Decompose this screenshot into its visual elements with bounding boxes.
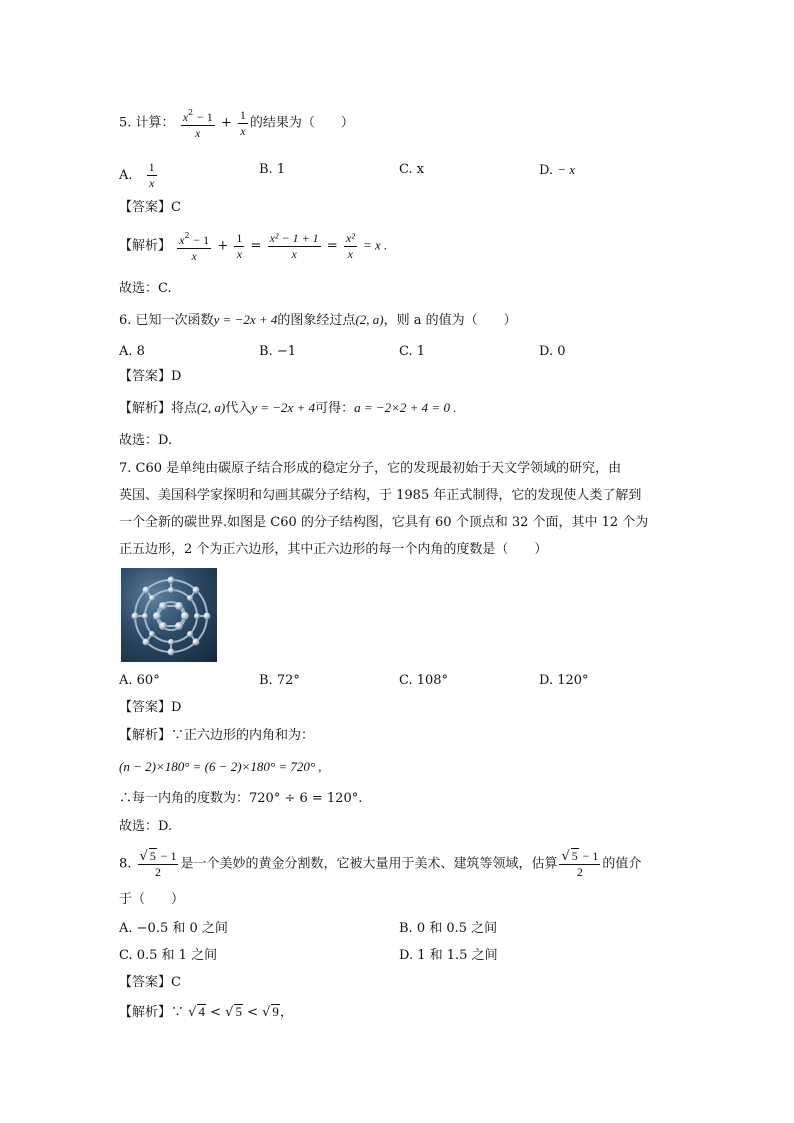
q7-option-d: D. 120°	[539, 673, 589, 688]
q5-prompt-suffix: 的结果为（ ）	[249, 115, 354, 131]
q5-prompt-prefix: 计算：	[135, 115, 175, 131]
q8-question-line-2: 于（ ）	[119, 892, 185, 907]
q7-option-b: B. 72°	[259, 673, 300, 688]
q5-answer: 【答案】C	[119, 200, 181, 215]
q5-fraction-1: $\frac{x^2 - 1}{x}$	[182, 108, 213, 140]
q5-option-c: C. x	[399, 162, 425, 177]
q6-question: 6. 已知一次函数y = −2x + 4的图象经过点(2, a)，则 a 的值为（ ）	[119, 312, 517, 328]
q8-question-line-1: 8. $\frac{√ 5 - 1}{2}$ 是一个美妙的黄金分割数，它被大量用于美术、建筑等领域，估算 $\frac{√ 5 - 1}{2}$ 的值介	[119, 849, 642, 879]
c60-molecule-image	[121, 568, 217, 662]
q5-conclusion: 故选：C.	[119, 281, 172, 296]
q7-conclusion: 故选：D.	[119, 819, 173, 834]
q7-option-c: C. 108°	[399, 673, 449, 688]
q8-option-b: B. 0 和 0.5 之间	[399, 921, 498, 936]
q7-analysis-line-2: (n − 2)×180° = (6 − 2)×180° = 720° ,	[119, 759, 322, 774]
q6-analysis: 【解析】将点(2, a)代入y = −2x + 4可得：a = −2×2 + 4 = 0 .	[119, 400, 457, 416]
q7-analysis-line-1: 【解析】∵正六边形的内角和为：	[119, 728, 315, 743]
q5-option-d: D. − x	[539, 162, 576, 178]
q8-answer: 【答案】C	[119, 975, 181, 990]
q6-answer: 【答案】D	[119, 369, 182, 384]
q6-option-d: D. 0	[539, 344, 566, 359]
q7-option-a: A. 60°	[119, 673, 160, 688]
q5-number: 5.	[119, 115, 132, 131]
q8-option-d: D. 1 和 1.5 之间	[399, 948, 498, 963]
q6-option-a: A. 8	[119, 344, 145, 359]
q6-option-b: B. −1	[259, 344, 296, 359]
c60-molecule-icon	[121, 568, 217, 662]
q7-question-line-3: 一个全新的碳世界.如图是 C60 的分子结构图，它具有 60 个顶点和 32 个面，其中 12 个为	[119, 515, 649, 530]
q5-analysis: 【解析】 $\frac{x^2 - 1}{x}$ + $\frac{1}{x}$ = $\frac{\text{x² − 1 + 1}}{x}$ = $\frac{\text{x²}}{x}$ = x .	[119, 230, 388, 263]
q7-question-line-4: 正五边形，2 个为正六边形，其中正六边形的每一个内角的度数是（ ）	[119, 542, 548, 557]
q8-analysis: 【解析】∵ √ 4 < √ 5 < √ 9，	[119, 1004, 293, 1020]
q7-question-line-1: 7. C60 是单纯由碳原子结合形成的稳定分子，它的发现最初始于天文学领域的研究，由	[119, 461, 622, 476]
q7-answer: 【答案】D	[119, 700, 182, 715]
q5-option-b: B. 1	[259, 162, 286, 177]
q7-question-line-2: 英国、美国科学家探明和勾画其碳分子结构，于 1985 年正式制得，它的发现使人类了解到	[119, 488, 642, 503]
q8-option-a: A. −0.5 和 0 之间	[119, 921, 228, 936]
q6-conclusion: 故选：D.	[119, 433, 173, 448]
q5-option-a: A. $\frac{1}{x}$	[119, 160, 155, 190]
q5-question: 5. 计算： $\frac{x^2 - 1}{x}$ + $\frac{1}{x}$ 的结果为（ ）	[119, 105, 354, 141]
q6-option-c: C. 1	[399, 344, 426, 359]
q5-fraction-2: $\frac{1}{x}$	[239, 107, 246, 138]
q8-option-c: C. 0.5 和 1 之间	[119, 948, 218, 963]
q7-analysis-line-3: ∴每一内角的度数为：720° ÷ 6 = 120°.	[119, 791, 363, 806]
